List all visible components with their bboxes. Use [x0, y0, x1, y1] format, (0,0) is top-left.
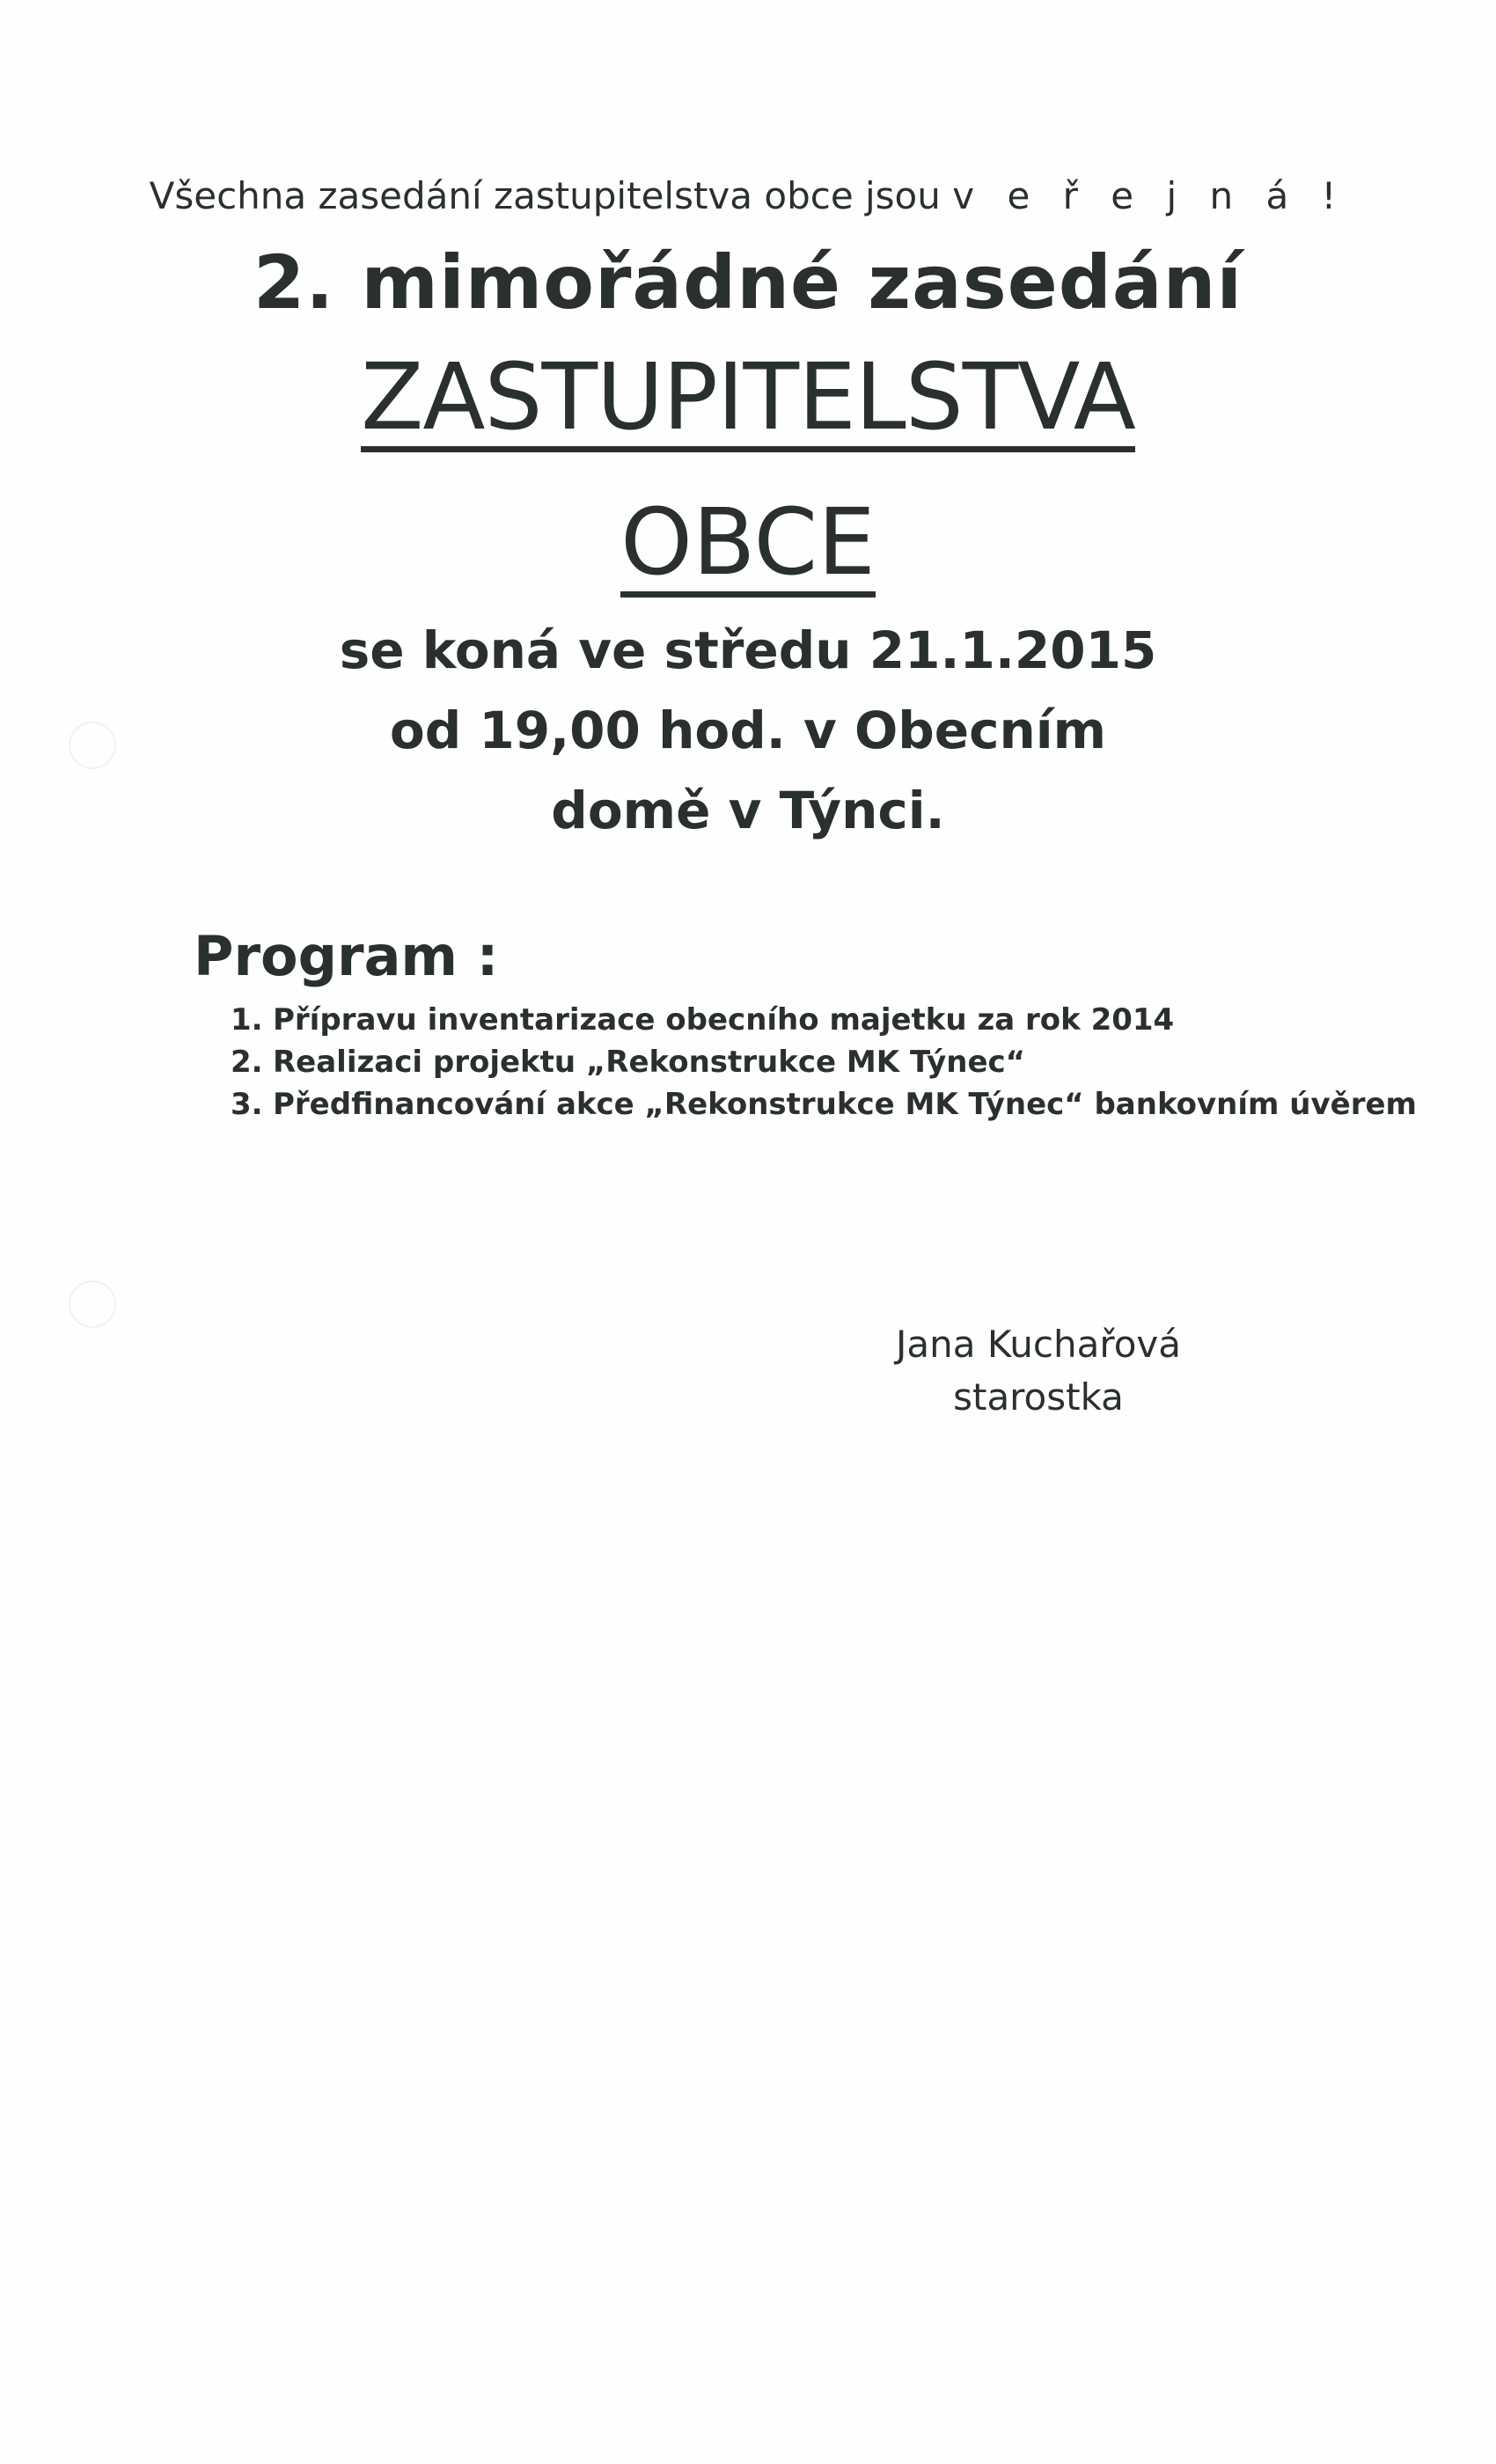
punch-hole-mark	[69, 1280, 116, 1328]
public-notice-line	[0, 174, 1496, 217]
list-item	[231, 1083, 1417, 1126]
meeting-time-line: od 19,00 hod. v Obecním	[389, 700, 1107, 760]
meeting-date-line: se koná ve středu 21.1.2015	[339, 620, 1157, 680]
meeting-title: 2. mimořádné zasedání	[253, 239, 1243, 326]
program-heading: Program :	[194, 924, 499, 988]
heading-council	[0, 343, 1496, 452]
heading-municipality	[0, 488, 1496, 598]
intro-emphasis: v e ř e j n á !	[952, 174, 1347, 217]
list-item	[231, 999, 1417, 1041]
heading-municipality-text: OBCE	[620, 493, 876, 598]
list-item-text: Předfinancování akce „Rekonstrukce MK Týnec“ bankovním úvěrem	[273, 1087, 1417, 1122]
meeting-place-line: domě v Týnci.	[551, 781, 945, 840]
signatory-name: Jana Kuchařová	[896, 1323, 1181, 1366]
signature-block	[827, 1318, 1250, 1424]
list-item-number: 2.	[231, 1045, 263, 1080]
intro-text: Všechna zasedání zastupitelstva obce jsou	[149, 174, 941, 217]
heading-council-text: ZASTUPITELSTVA	[361, 348, 1135, 452]
list-item	[231, 1041, 1417, 1083]
list-item-number: 3.	[231, 1087, 263, 1122]
program-list	[231, 999, 1417, 1126]
list-item-text: Přípravu inventarizace obecního majetku za rok 2014	[273, 1002, 1175, 1038]
list-item-number: 1.	[231, 1002, 263, 1038]
list-item-text: Realizaci projektu „Rekonstrukce MK Týnec“	[273, 1045, 1026, 1080]
signatory-role: starostka	[953, 1375, 1124, 1419]
